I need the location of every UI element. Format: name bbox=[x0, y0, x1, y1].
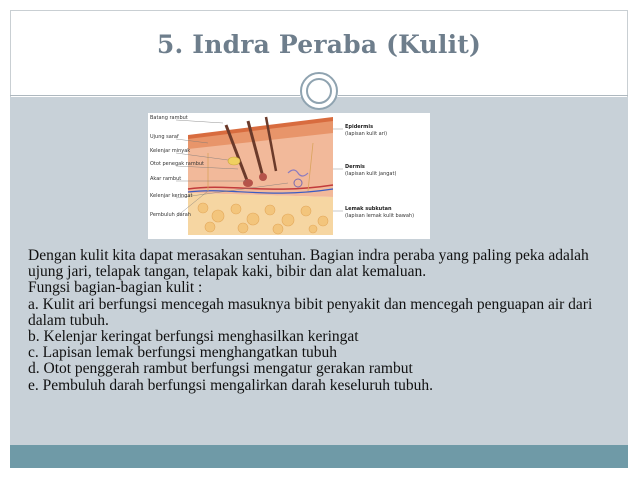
label-dermis-sub: (lapisan kulit jangat) bbox=[345, 171, 397, 177]
label-kelenjar-minyak: Kelenjar minyak bbox=[150, 148, 191, 154]
function-item-d: d. Otot penggerah rambut berfungsi mengatur gerakan rambut bbox=[28, 360, 413, 378]
label-akar-rambut: Akar rambut bbox=[150, 176, 182, 182]
function-item-e: e. Pembuluh darah berfungsi mengalirkan darah keseluruh tubuh. bbox=[28, 376, 434, 394]
label-kelenjar-keringat: Kelenjar keringat bbox=[150, 193, 193, 199]
label-epidermis-sub: (lapisan kulit ari) bbox=[345, 131, 388, 137]
title-divider-left bbox=[10, 95, 300, 96]
label-pembuluh-darah: Pembuluh darah bbox=[150, 212, 191, 218]
label-dermis: Dermis bbox=[345, 164, 365, 170]
label-lemak-subkutan: Lemak subkutan bbox=[345, 206, 392, 212]
label-ujung-saraf: Ujung saraf bbox=[150, 134, 179, 140]
function-item-b: b. Kelenjar keringat berfungsi menghasilkan keringat bbox=[28, 328, 359, 346]
function-item-c: c. Lapisan lemak berfungsi menghangatkan tubuh bbox=[28, 344, 338, 362]
skin-cross-section-illustration bbox=[148, 113, 430, 239]
title-divider-right bbox=[338, 95, 628, 96]
skin-diagram bbox=[148, 113, 430, 239]
function-item-a: a. Kulit ari berfungsi mencegah masuknya bibit penyakit dan mencegah penguapan air dari dalam tubuh. bbox=[28, 295, 593, 329]
label-lemak-subkutan-sub: (lapisan lemak kulit bawah) bbox=[345, 213, 415, 219]
bottom-band bbox=[10, 445, 628, 468]
body-text bbox=[28, 248, 608, 394]
slide-title: 5. Indra Peraba (Kulit) bbox=[156, 30, 482, 59]
functions-heading: Fungsi bagian-bagian kulit : bbox=[28, 279, 203, 297]
label-otot-penegak: Otot penegak rambut bbox=[150, 161, 205, 167]
label-batang-rambut: Batang rambut bbox=[150, 115, 188, 121]
circle-ornament-icon bbox=[300, 72, 338, 110]
label-epidermis: Epidermis bbox=[345, 124, 374, 130]
intro-paragraph: Dengan kulit kita dapat merasakan sentuhan. Bagian indra peraba yang paling peka adalah ujung jari, telapak tangan, telapak kaki, bibir dan alat kemaluan. bbox=[28, 247, 589, 281]
